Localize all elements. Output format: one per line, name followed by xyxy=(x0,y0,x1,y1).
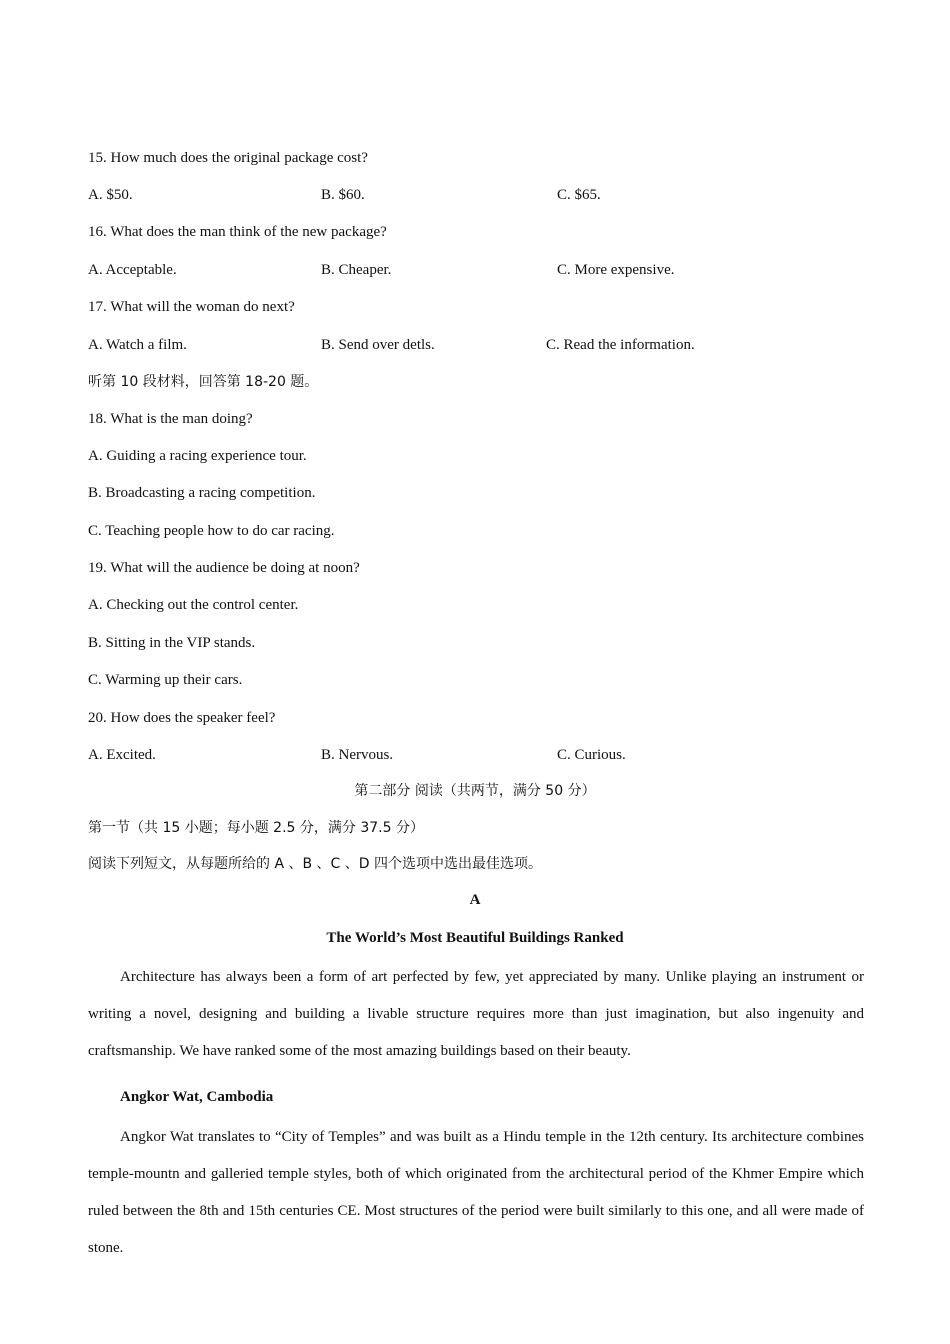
option-15-a: A. $50. xyxy=(88,187,133,203)
option-20-a: A. Excited. xyxy=(88,747,156,763)
passage-letter: A xyxy=(469,892,481,908)
option-17-a: A. Watch a film. xyxy=(88,337,187,353)
option-18-b: B. Broadcasting a racing competition. xyxy=(88,485,316,501)
question-20: 20. How does the speaker feel? xyxy=(88,710,276,726)
option-20-b: B. Nervous. xyxy=(321,747,394,763)
option-16-a: A. Acceptable. xyxy=(88,262,177,278)
option-19-a: A. Checking out the control center. xyxy=(88,597,299,613)
option-16-c: C. More expensive. xyxy=(557,262,675,278)
option-17-c: C. Read the information. xyxy=(546,337,695,353)
option-19-b: B. Sitting in the VIP stands. xyxy=(88,635,256,651)
question-17: 17. What will the woman do next? xyxy=(88,299,295,315)
option-20-c: C. Curious. xyxy=(557,747,626,763)
subheading-angkor-wat: Angkor Wat, Cambodia xyxy=(120,1089,274,1105)
passage-title: The World’s Most Beautiful Buildings Ranked xyxy=(326,930,624,946)
reading-directions: 阅读下列短文，从每题所给的 A 、B 、C 、D 四个选项中选出最佳选项。 xyxy=(88,856,542,872)
option-19-c: C. Warming up their cars. xyxy=(88,672,243,688)
listening-instruction-10: 听第 10 段材料，回答第 18-20 题。 xyxy=(88,374,319,390)
option-17-b: B. Send over detls. xyxy=(321,337,435,353)
question-16: 16. What does the man think of the new package? xyxy=(88,224,387,240)
question-18: 18. What is the man doing? xyxy=(88,411,253,427)
option-15-c: C. $65. xyxy=(557,187,601,203)
option-16-b: B. Cheaper. xyxy=(321,262,392,278)
reading-part-title: 第二部分 阅读（共两节，满分 50 分） xyxy=(354,783,596,799)
option-18-a: A. Guiding a racing experience tour. xyxy=(88,448,307,464)
question-19: 19. What will the audience be doing at noon? xyxy=(88,560,360,576)
angkor-wat-paragraph: Angkor Wat translates to “City of Temples” and was built as a Hindu temple in the 12th century. Its architecture combines temple-mountn and galleried temple styles, both of which originated from the architectural period of the Khmer Empire which ruled between the 8th and 15th centuries CE. Most structures of the period were built similarly to this one, and all were made of stone. xyxy=(88,1129,864,1256)
intro-paragraph: Architecture has always been a form of art perfected by few, yet appreciated by many. Unlike playing an instrument or writing a novel, designing and building a livable structure requires more than just imagination, but also ingenuity and craftsmanship. We have ranked some of the most amazing buildings based on their beauty. xyxy=(88,969,864,1059)
section-1-heading: 第一节（共 15 小题；每小题 2.5 分，满分 37.5 分） xyxy=(88,820,424,836)
option-15-b: B. $60. xyxy=(321,187,365,203)
question-15: 15. How much does the original package cost? xyxy=(88,150,368,166)
option-18-c: C. Teaching people how to do car racing. xyxy=(88,523,335,539)
